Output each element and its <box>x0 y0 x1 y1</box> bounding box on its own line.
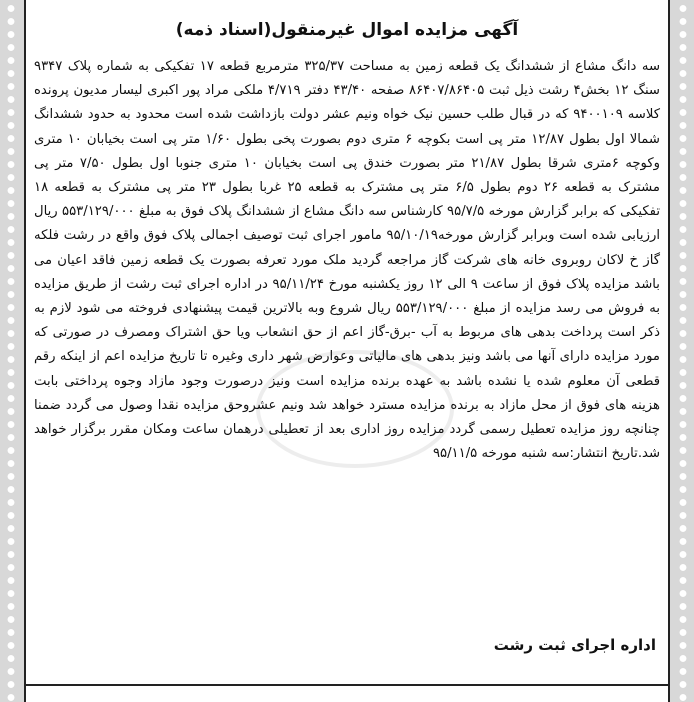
notice-title: آگهی مزایده اموال غیرمنقول(اسناد ذمه) <box>175 20 519 40</box>
notice-panel <box>24 0 670 702</box>
notice-body: سه دانگ مشاع از ششدانگ یک قطعه زمین به مساحت ۳۲۵/۳۷ مترمربع قطعه ۱۷ تفکیکی به شماره پلاک ۹۳۴۷ سنگ ۱۲ بخش۴ رشت ذیل ثبت ۸۶۴۰۷/۸۶۴۰۵ صفحه ۴۳/۴۰ دفتر ۴/۷۱۹ ملکی مراد پور اکبری لیسار مدیون پرونده کلاسه ۹۴۰۰۱۰۹ که در قبال طلب حسین نیک خواه ونیم عشر دولت بازداشت شده است محدود به حدود ششدانگ شمالا اول بطول ۱۲/۸۷ متر پی است بکوچه ۶ متری دوم بصورت پخی بطول ۱/۶۰ متر پی است بخیابان ۱۰ متری وکوچه ۶متری شرقا بطول ۲۱/۸۷ متر بصورت خندق پی است بخیابان ۱۰ متری جنوبا اول بطول ۷/۵۰ متر پی مشترک به قطعه ۲۶ دوم بطول ۶/۵ متر پی مشترک به قطعه ۲۵ غربا بطول ۲۳ متر پی مشترک به قطعه ۱۸ تفکیکی که برابر گزارش مورخه ۹۵/۷/۵ کارشناس سه دانگ مشاع از ششدانگ پلاک فوق به مبلغ ۵۵۳/۱۲۹/۰۰۰ ریال ارزیابی شده است وبرابر گزارش مورخه۹۵/۱۰/۱۹ مامور اجرای ثبت توصیف اجمالی پلاک فوق واقع در رشت فلکه گاز خ لاکان روبروی خانه های شرکت گاز مراجعه گردید ملک مورد تعرفه بصورت یک قطعه زمین فاقد اعیان می باشد مزایده پلاک فوق از ساعت ۹ الی ۱۲ روز یکشنبه مورخ ۹۵/۱۱/۲۴ در اداره اجرای ثبت رشت از طریق مزایده به فروش می رسد مزایده از مبلغ ۵۵۳/۱۲۹/۰۰۰ ریال شروع وبه بالاترین قیمت پیشنهادی فروخته می شود لازم به ذکر است پرداخت بدهی های مربوط به آب -برق-گاز اعم از حق انشعاب ویا حق اشتراک ومصرف در صورتی که مورد مزایده دارای آنها می باشد ونیز بدهی های مالیاتی وعوارض شهر داری وغیره تا تاریخ مزایده اعم از اینکه رقم قطعی آن معلوم شده یا نشده باشد به عهده برنده مزایده است ونیز درصورت وجود مازاد وجوه پرداختی بابت هزینه های فوق از محل مازاد به برنده مزایده مسترد خواهد شد ونیم عشروحق مزایده نقدا وصول می گردد ضمنا چنانچه روز مزایده تعطیل رسمی گردد مزایده روز اداری بعد از تعطیلی درهمان ساعت ومکان مقرر برگزار خواهد شد.تاریخ انتشار:سه شنبه مورخه ۹۵/۱۱/۵ <box>34 59 661 462</box>
right-dotted-border <box>672 0 694 702</box>
notice-signature: اداره اجرای ثبت رشت <box>493 636 656 654</box>
left-dotted-border <box>0 0 22 702</box>
bottom-divider <box>26 684 668 686</box>
